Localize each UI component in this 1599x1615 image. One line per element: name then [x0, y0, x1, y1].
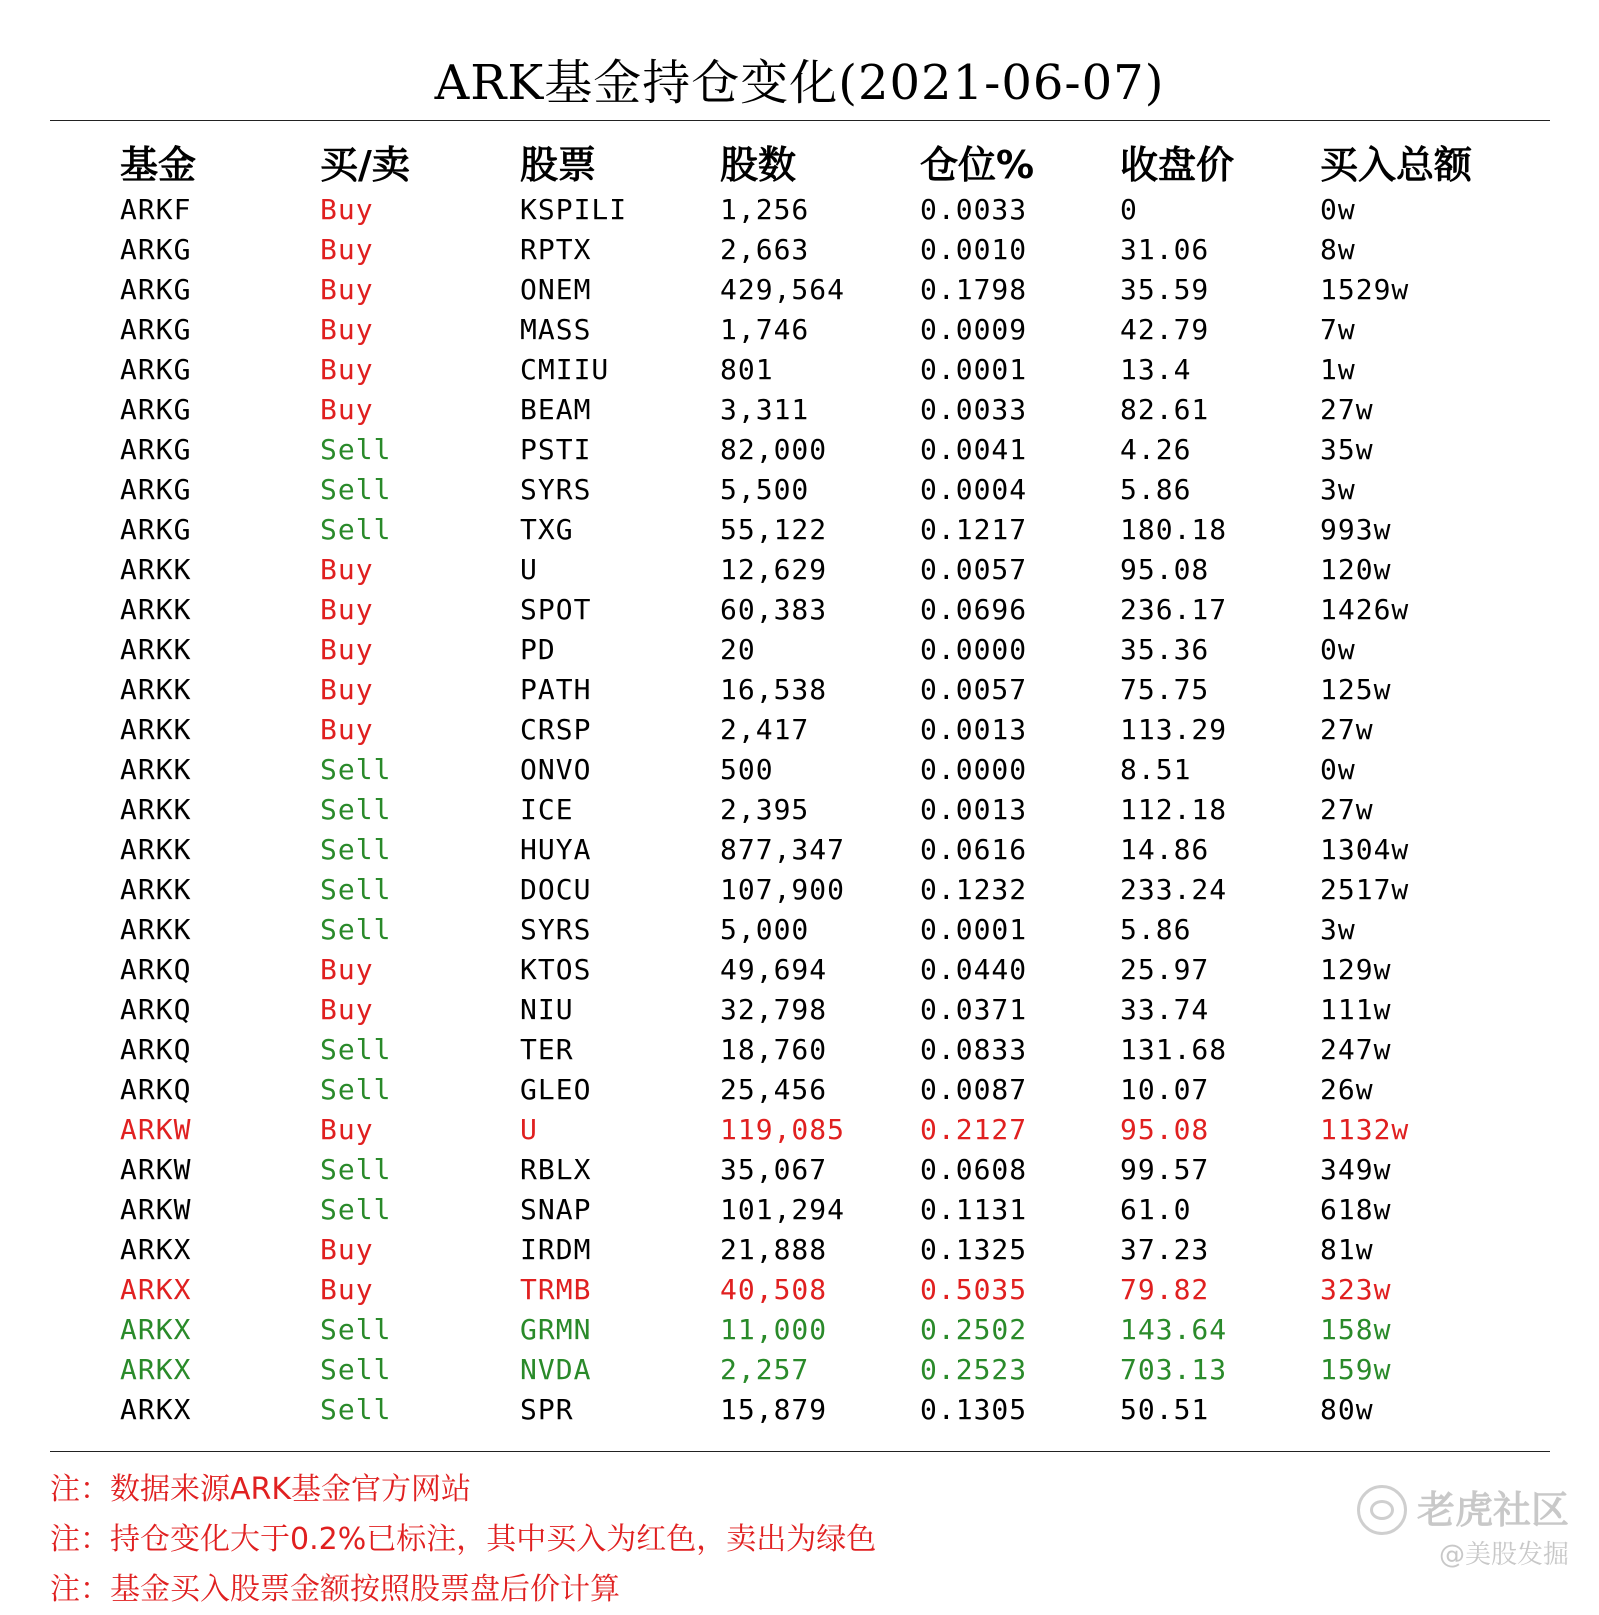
cell-fund: ARKK: [120, 793, 192, 826]
cell-fund: ARKX: [120, 1273, 192, 1306]
cell-weight: 0.0010: [920, 233, 1028, 266]
cell-side: Buy: [320, 193, 374, 226]
note-source: 注：数据来源ARK基金官方网站: [50, 1472, 472, 1507]
bottom-divider: [50, 1451, 1550, 1452]
cell-total: 0w: [1320, 633, 1356, 666]
cell-ticker: PD: [520, 633, 556, 666]
cell-side: Buy: [320, 953, 374, 986]
cell-close: 5.86: [1120, 473, 1192, 506]
table-row: [0, 1390, 1599, 1430]
cell-shares: 1,256: [720, 193, 810, 226]
table-row: [0, 470, 1599, 510]
cell-ticker: ONEM: [520, 273, 592, 306]
cell-side: Buy: [320, 1113, 374, 1146]
cell-side: Buy: [320, 273, 374, 306]
header-shares: 股数: [720, 143, 797, 187]
cell-weight: 0.0001: [920, 913, 1028, 946]
table-row: [0, 1110, 1599, 1150]
table-row: [0, 1230, 1599, 1270]
cell-side: Sell: [320, 1313, 392, 1346]
header-weight: 仓位%: [920, 143, 1035, 187]
table-row: [0, 790, 1599, 830]
cell-fund: ARKG: [120, 513, 192, 546]
cell-total: 27w: [1320, 793, 1374, 826]
table-row: [0, 1190, 1599, 1230]
cell-close: 33.74: [1120, 993, 1210, 1026]
header-side: 买/卖: [320, 143, 410, 187]
watermark-author: @美股发掘: [1438, 1540, 1569, 1570]
table-row: [0, 270, 1599, 310]
cell-shares: 2,663: [720, 233, 810, 266]
cell-close: 35.59: [1120, 273, 1210, 306]
cell-close: 236.17: [1120, 593, 1228, 626]
cell-weight: 0.0440: [920, 953, 1028, 986]
cell-ticker: RBLX: [520, 1153, 592, 1186]
cell-ticker: IRDM: [520, 1233, 592, 1266]
cell-ticker: TRMB: [520, 1273, 592, 1306]
cell-shares: 12,629: [720, 553, 828, 586]
table-row: [0, 350, 1599, 390]
cell-total: 247w: [1320, 1033, 1392, 1066]
cell-close: 25.97: [1120, 953, 1210, 986]
cell-ticker: KTOS: [520, 953, 592, 986]
cell-shares: 119,085: [720, 1113, 846, 1146]
cell-shares: 16,538: [720, 673, 828, 706]
cell-ticker: SPR: [520, 1393, 574, 1426]
watermark-brand: [1357, 1485, 1569, 1535]
cell-total: 80w: [1320, 1393, 1374, 1426]
table-row: [0, 590, 1599, 630]
cell-total: 35w: [1320, 433, 1374, 466]
cell-total: 2517w: [1320, 873, 1410, 906]
cell-total: 3w: [1320, 473, 1356, 506]
cell-fund: ARKG: [120, 273, 192, 306]
cell-side: Buy: [320, 393, 374, 426]
table-row: [0, 1070, 1599, 1110]
top-divider: [50, 120, 1550, 121]
cell-close: 50.51: [1120, 1393, 1210, 1426]
cell-weight: 0.0033: [920, 393, 1028, 426]
cell-fund: ARKK: [120, 713, 192, 746]
cell-total: 111w: [1320, 993, 1392, 1026]
cell-side: Buy: [320, 673, 374, 706]
cell-total: 26w: [1320, 1073, 1374, 1106]
cell-ticker: SYRS: [520, 473, 592, 506]
cell-shares: 877,347: [720, 833, 846, 866]
cell-fund: ARKQ: [120, 1033, 192, 1066]
cell-fund: ARKG: [120, 313, 192, 346]
cell-close: 82.61: [1120, 393, 1210, 426]
note-calculation: 注：基金买入股票金额按照股票盘后价计算: [50, 1572, 620, 1607]
cell-side: Sell: [320, 1073, 392, 1106]
cell-total: 1w: [1320, 353, 1356, 386]
cell-weight: 0.0057: [920, 673, 1028, 706]
cell-shares: 55,122: [720, 513, 828, 546]
cell-weight: 0.0013: [920, 793, 1028, 826]
cell-close: 35.36: [1120, 633, 1210, 666]
cell-side: Sell: [320, 1353, 392, 1386]
cell-weight: 0.0000: [920, 753, 1028, 786]
cell-weight: 0.1232: [920, 873, 1028, 906]
cell-weight: 0.0009: [920, 313, 1028, 346]
cell-ticker: TER: [520, 1033, 574, 1066]
cell-shares: 107,900: [720, 873, 846, 906]
watermark: [1357, 1485, 1569, 1575]
cell-weight: 0.1798: [920, 273, 1028, 306]
cell-total: 0w: [1320, 193, 1356, 226]
table-body: [0, 190, 1599, 1430]
cell-shares: 21,888: [720, 1233, 828, 1266]
cell-ticker: ICE: [520, 793, 574, 826]
table-row: [0, 750, 1599, 790]
cell-ticker: KSPILI: [520, 193, 628, 226]
cell-total: 993w: [1320, 513, 1392, 546]
cell-total: 159w: [1320, 1353, 1392, 1386]
cell-ticker: CRSP: [520, 713, 592, 746]
cell-close: 131.68: [1120, 1033, 1228, 1066]
cell-shares: 429,564: [720, 273, 846, 306]
cell-side: Sell: [320, 433, 392, 466]
cell-fund: ARKK: [120, 753, 192, 786]
tiger-logo-icon: [1357, 1485, 1407, 1535]
cell-weight: 0.2523: [920, 1353, 1028, 1386]
cell-ticker: BEAM: [520, 393, 592, 426]
cell-weight: 0.0616: [920, 833, 1028, 866]
table-row: [0, 710, 1599, 750]
cell-fund: ARKK: [120, 633, 192, 666]
cell-weight: 0.1217: [920, 513, 1028, 546]
cell-side: Sell: [320, 1193, 392, 1226]
cell-weight: 0.0001: [920, 353, 1028, 386]
cell-total: 618w: [1320, 1193, 1392, 1226]
cell-weight: 0.5035: [920, 1273, 1028, 1306]
cell-shares: 3,311: [720, 393, 810, 426]
cell-weight: 0.0087: [920, 1073, 1028, 1106]
cell-weight: 0.0057: [920, 553, 1028, 586]
cell-weight: 0.2127: [920, 1113, 1028, 1146]
cell-total: 8w: [1320, 233, 1356, 266]
cell-shares: 2,395: [720, 793, 810, 826]
cell-fund: ARKX: [120, 1233, 192, 1266]
cell-side: Sell: [320, 1393, 392, 1426]
cell-total: 27w: [1320, 713, 1374, 746]
cell-weight: 0.0013: [920, 713, 1028, 746]
cell-fund: ARKG: [120, 233, 192, 266]
note-highlight: 注：持仓变化大于0.2%已标注，其中买入为红色，卖出为绿色: [50, 1522, 877, 1557]
cell-close: 75.75: [1120, 673, 1210, 706]
cell-fund: ARKW: [120, 1113, 192, 1146]
cell-close: 180.18: [1120, 513, 1228, 546]
cell-ticker: RPTX: [520, 233, 592, 266]
cell-total: 323w: [1320, 1273, 1392, 1306]
cell-total: 1304w: [1320, 833, 1410, 866]
cell-shares: 5,000: [720, 913, 810, 946]
cell-fund: ARKK: [120, 913, 192, 946]
cell-ticker: NIU: [520, 993, 574, 1026]
cell-shares: 49,694: [720, 953, 828, 986]
cell-ticker: TXG: [520, 513, 574, 546]
table-row: [0, 910, 1599, 950]
cell-weight: 0.1131: [920, 1193, 1028, 1226]
cell-close: 8.51: [1120, 753, 1192, 786]
cell-ticker: U: [520, 1113, 538, 1146]
cell-fund: ARKF: [120, 193, 192, 226]
cell-fund: ARKK: [120, 593, 192, 626]
cell-ticker: PATH: [520, 673, 592, 706]
cell-shares: 20: [720, 633, 756, 666]
cell-side: Buy: [320, 993, 374, 1026]
cell-side: Sell: [320, 1153, 392, 1186]
cell-close: 37.23: [1120, 1233, 1210, 1266]
cell-side: Buy: [320, 1233, 374, 1266]
cell-shares: 500: [720, 753, 774, 786]
cell-ticker: SPOT: [520, 593, 592, 626]
cell-fund: ARKX: [120, 1393, 192, 1426]
cell-shares: 2,257: [720, 1353, 810, 1386]
cell-total: 349w: [1320, 1153, 1392, 1186]
cell-total: 120w: [1320, 553, 1392, 586]
table-row: [0, 1030, 1599, 1070]
footnotes: [50, 1465, 1050, 1615]
cell-side: Sell: [320, 753, 392, 786]
cell-shares: 2,417: [720, 713, 810, 746]
cell-fund: ARKG: [120, 353, 192, 386]
cell-weight: 0.0696: [920, 593, 1028, 626]
cell-close: 0: [1120, 193, 1138, 226]
cell-shares: 40,508: [720, 1273, 828, 1306]
cell-total: 27w: [1320, 393, 1374, 426]
cell-close: 113.29: [1120, 713, 1228, 746]
cell-ticker: ONVO: [520, 753, 592, 786]
table-header: [0, 140, 1599, 190]
cell-total: 129w: [1320, 953, 1392, 986]
table-row: [0, 1150, 1599, 1190]
cell-side: Buy: [320, 713, 374, 746]
cell-weight: 0.0004: [920, 473, 1028, 506]
header-total: 买入总额: [1320, 143, 1473, 187]
cell-shares: 1,746: [720, 313, 810, 346]
cell-weight: 0.1325: [920, 1233, 1028, 1266]
cell-close: 112.18: [1120, 793, 1228, 826]
cell-close: 14.86: [1120, 833, 1210, 866]
cell-close: 99.57: [1120, 1153, 1210, 1186]
cell-close: 10.07: [1120, 1073, 1210, 1106]
cell-ticker: HUYA: [520, 833, 592, 866]
cell-ticker: CMIIU: [520, 353, 610, 386]
cell-shares: 15,879: [720, 1393, 828, 1426]
table-row: [0, 1270, 1599, 1310]
cell-close: 233.24: [1120, 873, 1228, 906]
cell-side: Sell: [320, 833, 392, 866]
cell-side: Buy: [320, 1273, 374, 1306]
cell-fund: ARKX: [120, 1313, 192, 1346]
cell-close: 703.13: [1120, 1353, 1228, 1386]
cell-close: 143.64: [1120, 1313, 1228, 1346]
cell-weight: 0.0033: [920, 193, 1028, 226]
table-row: [0, 1350, 1599, 1390]
cell-side: Buy: [320, 233, 374, 266]
table-row: [0, 390, 1599, 430]
header-close: 收盘价: [1120, 143, 1235, 187]
cell-side: Buy: [320, 313, 374, 346]
cell-total: 7w: [1320, 313, 1356, 346]
header-ticker: 股票: [520, 143, 597, 187]
cell-weight: 0.0608: [920, 1153, 1028, 1186]
cell-side: Sell: [320, 793, 392, 826]
cell-side: Sell: [320, 1033, 392, 1066]
cell-shares: 801: [720, 353, 774, 386]
cell-side: Sell: [320, 873, 392, 906]
table-row: [0, 310, 1599, 350]
cell-close: 95.08: [1120, 553, 1210, 586]
cell-fund: ARKK: [120, 833, 192, 866]
cell-close: 31.06: [1120, 233, 1210, 266]
cell-fund: ARKQ: [120, 1073, 192, 1106]
cell-ticker: PSTI: [520, 433, 592, 466]
cell-total: 1426w: [1320, 593, 1410, 626]
cell-shares: 35,067: [720, 1153, 828, 1186]
cell-shares: 25,456: [720, 1073, 828, 1106]
table-row: [0, 230, 1599, 270]
cell-side: Sell: [320, 513, 392, 546]
cell-total: 3w: [1320, 913, 1356, 946]
cell-side: Buy: [320, 553, 374, 586]
cell-side: Sell: [320, 913, 392, 946]
cell-ticker: GLEO: [520, 1073, 592, 1106]
cell-weight: 0.0371: [920, 993, 1028, 1026]
cell-total: 125w: [1320, 673, 1392, 706]
watermark-brand-text: 老虎社区: [1416, 1488, 1569, 1532]
table-row: [0, 870, 1599, 910]
cell-ticker: DOCU: [520, 873, 592, 906]
table-row: [0, 1310, 1599, 1350]
table-row: [0, 670, 1599, 710]
cell-close: 61.0: [1120, 1193, 1192, 1226]
cell-fund: ARKW: [120, 1193, 192, 1226]
table-row: [0, 950, 1599, 990]
page-title: ARK基金持仓变化(2021-06-07): [434, 55, 1165, 111]
table-row: [0, 190, 1599, 230]
cell-shares: 32,798: [720, 993, 828, 1026]
cell-fund: ARKK: [120, 673, 192, 706]
cell-ticker: NVDA: [520, 1353, 592, 1386]
table-row: [0, 550, 1599, 590]
cell-weight: 0.0000: [920, 633, 1028, 666]
cell-weight: 0.0041: [920, 433, 1028, 466]
cell-fund: ARKQ: [120, 993, 192, 1026]
cell-side: Buy: [320, 593, 374, 626]
cell-shares: 5,500: [720, 473, 810, 506]
cell-shares: 82,000: [720, 433, 828, 466]
cell-close: 13.4: [1120, 353, 1192, 386]
cell-ticker: SYRS: [520, 913, 592, 946]
cell-shares: 18,760: [720, 1033, 828, 1066]
cell-total: 0w: [1320, 753, 1356, 786]
cell-side: Sell: [320, 473, 392, 506]
cell-shares: 101,294: [720, 1193, 846, 1226]
cell-ticker: MASS: [520, 313, 592, 346]
cell-shares: 60,383: [720, 593, 828, 626]
cell-fund: ARKG: [120, 393, 192, 426]
cell-fund: ARKK: [120, 553, 192, 586]
table-row: [0, 510, 1599, 550]
cell-close: 42.79: [1120, 313, 1210, 346]
cell-close: 5.86: [1120, 913, 1192, 946]
cell-ticker: GRMN: [520, 1313, 592, 1346]
cell-close: 95.08: [1120, 1113, 1210, 1146]
cell-fund: ARKG: [120, 433, 192, 466]
table-row: [0, 990, 1599, 1030]
cell-total: 158w: [1320, 1313, 1392, 1346]
table-row: [0, 830, 1599, 870]
header-fund: 基金: [120, 143, 197, 187]
cell-fund: ARKW: [120, 1153, 192, 1186]
cell-ticker: SNAP: [520, 1193, 592, 1226]
cell-weight: 0.2502: [920, 1313, 1028, 1346]
cell-fund: ARKQ: [120, 953, 192, 986]
cell-fund: ARKK: [120, 873, 192, 906]
cell-total: 1132w: [1320, 1113, 1410, 1146]
cell-ticker: U: [520, 553, 538, 586]
cell-total: 81w: [1320, 1233, 1374, 1266]
table-row: [0, 630, 1599, 670]
cell-close: 4.26: [1120, 433, 1192, 466]
cell-shares: 11,000: [720, 1313, 828, 1346]
cell-side: Buy: [320, 353, 374, 386]
cell-total: 1529w: [1320, 273, 1410, 306]
cell-side: Buy: [320, 633, 374, 666]
cell-weight: 0.0833: [920, 1033, 1028, 1066]
cell-fund: ARKG: [120, 473, 192, 506]
cell-weight: 0.1305: [920, 1393, 1028, 1426]
cell-fund: ARKX: [120, 1353, 192, 1386]
cell-close: 79.82: [1120, 1273, 1210, 1306]
table-row: [0, 430, 1599, 470]
